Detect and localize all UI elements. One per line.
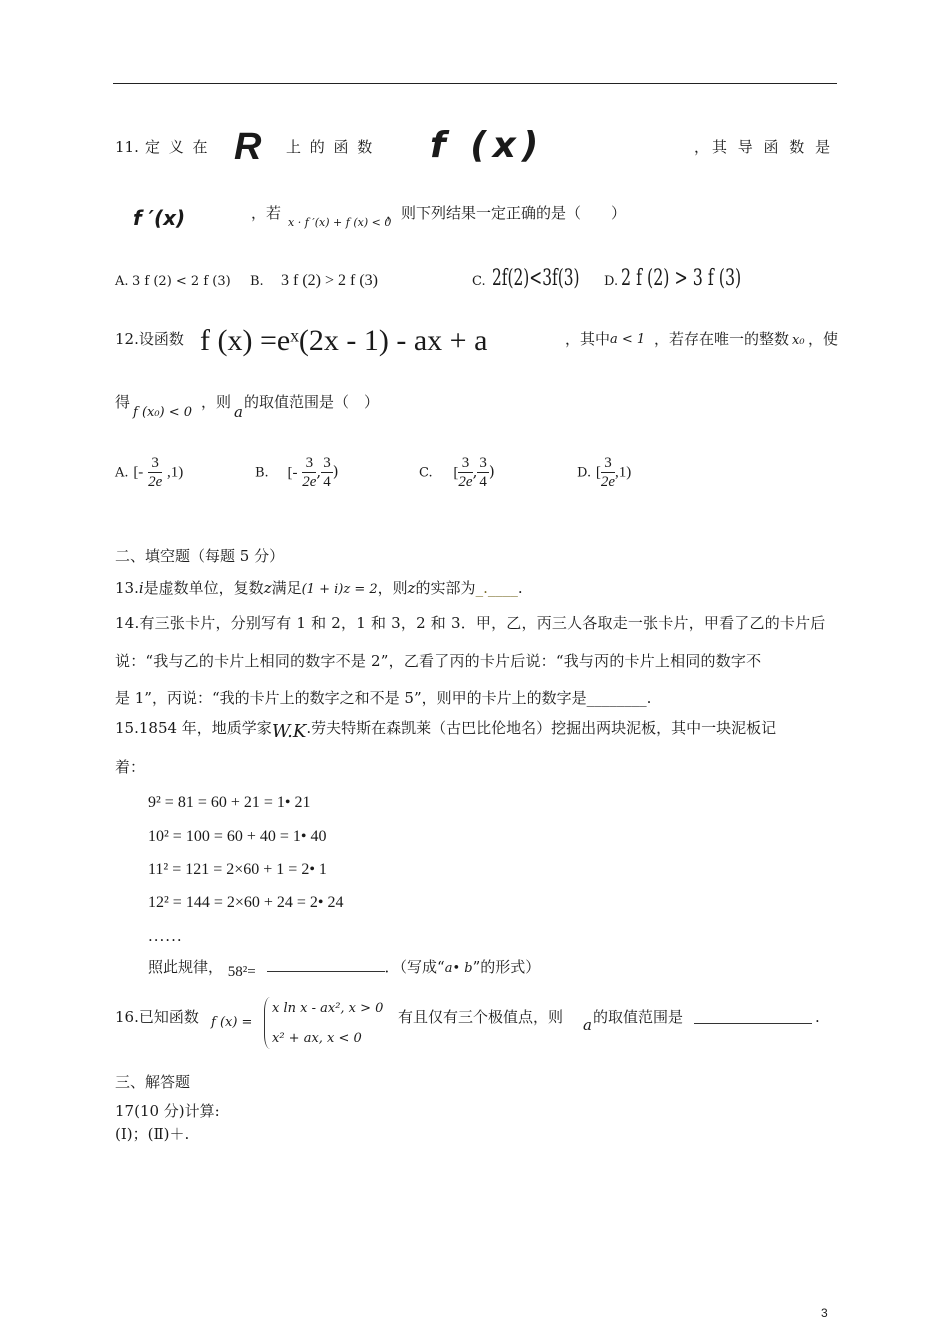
q12-option-c-comma: , (472, 462, 478, 481)
q15-wk: W.K (271, 721, 307, 742)
q15-ellipsis: ...... (148, 927, 183, 945)
q16-a: a (583, 1016, 592, 1034)
q12-option-c-fraction-2 (477, 454, 489, 491)
q15-rule-line (148, 960, 540, 980)
q13-end: . (517, 579, 523, 597)
q16-end: . (815, 1008, 820, 1026)
q16-answer-blank (694, 1010, 812, 1024)
q11-option-b: 3 f (2) > 2 f (3) (281, 272, 378, 289)
q13-z: z (263, 579, 272, 597)
fraction-denominator: 4 (479, 474, 487, 490)
q17-line-2: (Ⅰ)；(Ⅱ)＋. (115, 1125, 190, 1143)
q15-equation-4: 12² = 144 = 2×60 + 24 = 2• 24 (148, 894, 344, 911)
q12-number: 12.设函数 (115, 330, 184, 348)
section-heading-solutions: 三、解答题 (115, 1073, 191, 1091)
q12-option-b-label: B. (255, 465, 269, 481)
q12-text-6: 的取值范围是（ ） (244, 393, 380, 411)
q15-rule-text-2: ．（写成“ (384, 958, 445, 976)
q11-text-2: 上 的 函 数 (286, 138, 375, 156)
page-number: 3 (821, 1306, 828, 1320)
q15-line-2: 着： (115, 758, 146, 776)
fraction-numerator: 3 (323, 455, 331, 471)
q12-text-4: 得 (115, 393, 131, 411)
q12-option-d (577, 454, 631, 491)
q11-option-c: 2f(2)<3f(3) (492, 266, 580, 291)
fraction-numerator: 3 (601, 454, 615, 473)
q12-option-a-label: A. (115, 465, 129, 481)
q12-a-lt-1: a < 1 (610, 332, 646, 347)
q13-i: i (138, 579, 144, 597)
question-13 (115, 581, 523, 596)
q12-option-c-open: [ (453, 464, 459, 481)
fraction-denominator: 2e (148, 474, 163, 490)
q13-z-2: z (407, 579, 416, 597)
q12-option-c-close: ) (488, 462, 495, 481)
q13-text-4: ，则 (377, 579, 408, 597)
q16-case-2: x² + ax, x < 0 (272, 1031, 362, 1046)
q12-x0: x₀ (792, 333, 805, 348)
q12-option-b-close: ) (332, 462, 339, 481)
q12-option-b-fraction-2 (321, 454, 333, 491)
q12-option-a-fraction (148, 454, 162, 491)
q11-option-d-label: D. (604, 274, 619, 289)
q17-line-1: 17(10 分)计算: (115, 1102, 220, 1120)
section-heading-fill-in: 二、填空题（每题 5 分） (115, 547, 285, 565)
q12-option-d-close: ,1) (615, 464, 632, 481)
q11-text-4: ，若 (251, 204, 282, 222)
q14-line-3 (115, 691, 651, 706)
q12-option-a (115, 454, 183, 491)
q12-option-b (255, 454, 339, 491)
q11-option-b-label: B. (250, 274, 264, 289)
q16-case-1: x ln x - ax², x > 0 (272, 1001, 384, 1016)
q11-text-1: 定 义 在 (145, 138, 210, 156)
fraction-denominator: 2e (458, 474, 473, 490)
q13-equation: (1 + i)z = 2 (301, 582, 378, 597)
q16-text-1: 16.已知函数 (115, 1008, 199, 1026)
q16-text-2: 有且仅有三个极值点，则 (398, 1008, 564, 1026)
q15-equation-1: 9² = 81 = 60 + 21 = 1• 21 (148, 794, 311, 811)
q14-end: . (646, 689, 652, 707)
q12-option-d-open: [ (595, 464, 601, 481)
q12-formula: f (x) =eˣ(2x - 1) - ax + a (200, 324, 488, 357)
q13-text-2: 是虚数单位，复数 (143, 579, 264, 597)
header-rule (113, 83, 837, 84)
q16-fx: f (x) = (211, 1015, 253, 1030)
q13-text-3: 满足 (271, 579, 302, 597)
q16-piecewise-brace (264, 997, 270, 1049)
q12-text-1: ，其中 (565, 330, 611, 348)
q12-condition: f (x₀) < 0 (133, 405, 193, 420)
q11-symbol-R: R (234, 126, 262, 168)
q11-option-c-label: C. (472, 274, 486, 289)
q12-option-d-fraction (601, 454, 615, 491)
q12-text-5: ，则 (201, 393, 232, 411)
q16-text-3: 的取值范围是 (593, 1008, 684, 1026)
q12-text-3: ，使 (808, 330, 839, 348)
q15-line-1-end: .劳夫特斯在森凯莱（古巴比伦地名）挖掘出两块泥板，其中一块泥板记 (306, 719, 777, 737)
q11-option-a-label: A. (115, 274, 129, 289)
fraction-denominator: 4 (323, 474, 331, 490)
q14-line-1: 14.有三张卡片，分别写有 1 和 2，1 和 3，2 和 3．甲，乙，丙三人各取走一张卡片，甲看了乙的卡片后 (115, 614, 826, 632)
q15-equation-2: 10² = 100 = 60 + 40 = 1• 40 (148, 828, 327, 845)
q12-option-d-label: D. (577, 465, 592, 481)
q11-option-d: 2 f (2) > 3 f (3) (621, 266, 742, 291)
q15-line-1-start: 15.1854 年，地质学家 (115, 719, 272, 737)
q12-option-b-fraction-1 (302, 454, 316, 491)
q11-condition: x · f ′(x) + f (x) < 0 (288, 216, 392, 229)
fraction-numerator: 3 (302, 454, 316, 473)
q13-number: 13. (115, 579, 139, 597)
q15-rule-text-3: ”的形式） (472, 958, 541, 976)
q14-line-2: 说：“我与乙的卡片上相同的数字不是 2”，乙看了丙的卡片后说：“我与丙的卡片上相同的数字不 (115, 652, 762, 670)
fraction-numerator: 3 (148, 454, 162, 473)
q12-option-a-close: ,1) (167, 464, 184, 481)
q12-option-a-open: [- (133, 464, 144, 481)
q12-option-c (419, 454, 495, 491)
q11-fx: f (x) (430, 125, 545, 166)
q12-a: a (234, 403, 243, 421)
q12-option-b-open: [- (287, 464, 298, 481)
q15-equation-3: 11² = 121 = 2×60 + 1 = 2• 1 (148, 861, 327, 878)
q11-number: 11. (115, 138, 139, 156)
q13-text-5: 的实部为 (415, 579, 476, 597)
fraction-numerator: 3 (458, 454, 472, 473)
q15-58-squared: 58²= (227, 964, 256, 980)
fraction-numerator: 3 (479, 455, 487, 471)
q14-line-3-text: 是 1”，丙说：“我的卡片上的数字之和不是 5”，则甲的卡片上的数字是 (115, 689, 587, 707)
q13-answer-blank: _.____ (475, 579, 518, 597)
q15-answer-blank (267, 971, 385, 972)
q11-fprime: f ′(x) (133, 206, 186, 230)
q12-option-c-fraction-1 (458, 454, 472, 491)
q15-rule-text-1: 照此规律， (148, 958, 224, 976)
q15-a-dot-b: a• b (444, 961, 473, 976)
q11-option-a: 3 f (2) < 2 f (3) (132, 274, 231, 289)
q15-line-1 (115, 721, 776, 741)
q11-text-5: ，则下列结果一定正确的是（ ） (386, 204, 627, 222)
q12-text-2: ，若存在唯一的整数 (654, 330, 790, 348)
q11-text-3: ，其 导 函 数 是 (694, 138, 834, 156)
fraction-denominator: 2e (302, 474, 317, 490)
q12-option-b-comma: , (316, 462, 322, 481)
q12-option-c-label: C. (419, 465, 433, 481)
fraction-denominator: 2e (600, 474, 616, 490)
q14-answer-blank: ________ (586, 689, 647, 707)
